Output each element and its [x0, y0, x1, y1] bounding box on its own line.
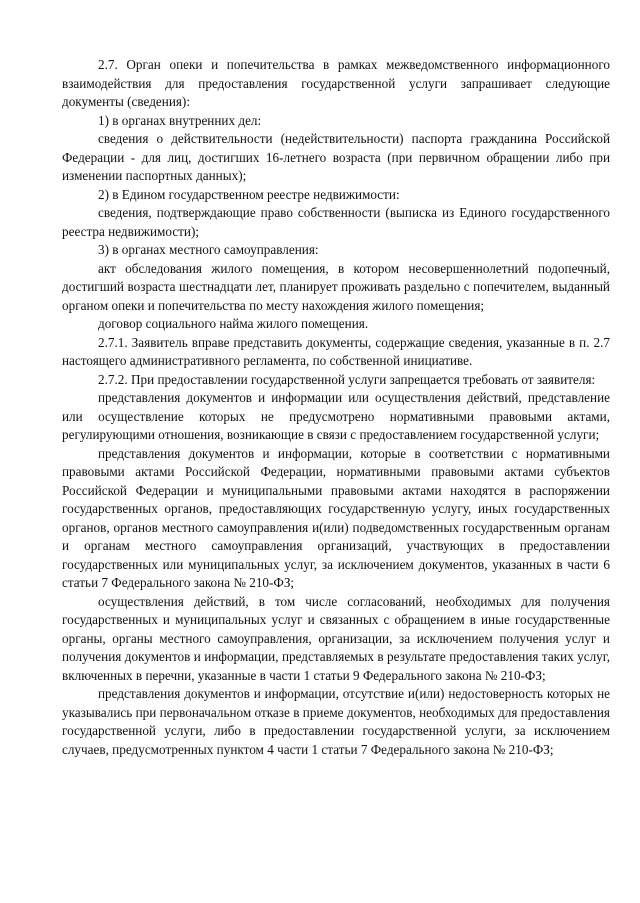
- paragraph-internal-affairs-heading: 1) в органах внутренних дел:: [98, 112, 262, 128]
- paragraph-prohibition-4: представления документов и информации, отсутствие и(или) недостоверность которых не указывались при первоначальном отказе в приеме документов, необходимых для предоставления государственной услуги, либо в предоставлении государственной услуги, за исключением случаев, предусмотренных пунктом 4 части 1 статьи 7 Федерального закона № 210-ФЗ;: [62, 686, 610, 757]
- paragraph-2-7-2: 2.7.2. При предоставлении государственной услуги запрещается требовать от заявителя:: [98, 371, 596, 387]
- paragraph-social-lease-contract: договор социального найма жилого помещения.: [98, 316, 369, 331]
- paragraph-prohibition-2: представления документов и информации, которые в соответствии с нормативными правовыми актами Российской Федерации, нормативными правовыми актами субъектов Российской Федерации и муниципальными правовыми актами находятся в распоряжении государственных органов, предоставляющих государственную услугу, иных государственных органов, органов местного самоуправления и(или) подведомственных государственным органам и органам местного самоуправления организаций, участвующих в предоставлении государственных или муниципальных услуг, за исключением документов, указанных в части 6 статьи 7 Федерального закона № 210-ФЗ;: [62, 445, 610, 590]
- paragraph-prohibition-3: осуществления действий, в том числе согласований, необходимых для получения государственных и муниципальных услуг и связанных с обращением в иные государственные органы, органы местного самоуправления, организации, за исключением получения услуг и получения документов и информации, представляемых в результате предоставления таких услуг, включенных в перечни, указанные в части 1 статьи 9 Федерального закона № 210-ФЗ;: [62, 593, 610, 683]
- paragraph-prohibition-1: представления документов и информации или осуществления действий, представление или осуществление которых не предусмотрено нормативными правовыми актами, регулирующими отношения, возникающие в связи с предоставлением государственной услуги;: [62, 390, 610, 442]
- paragraph-2-7-1: 2.7.1. Заявитель вправе представить документы, содержащие сведения, указанные в п. 2.7 настоящего административного регламента, по собственной инициативе.: [62, 334, 610, 368]
- paragraph-2-7: 2.7. Орган опеки и попечительства в рамках межведомственного информационного взаимодействия для предоставления государственной услуги запрашивает следующие документы (сведения):: [62, 57, 610, 109]
- paragraph-real-estate-registry-heading: 2) в Едином государственном реестре недвижимости:: [98, 186, 400, 202]
- paragraph-ownership-info: сведения, подтверждающие право собственности (выписка из Единого государственного реестра недвижимости);: [62, 205, 610, 239]
- paragraph-inspection-act: акт обследования жилого помещения, в котором несовершеннолетний подопечный, достигший возраста шестнадцати лет, планирует проживать раздельно с попечителем, выданный органом опеки и попечительства по месту нахождения жилого помещения;: [62, 260, 610, 313]
- paragraph-local-government-heading: 3) в органах местного самоуправления:: [98, 242, 319, 257]
- paragraph-passport-info: сведения о действительности (недействительности) паспорта гражданина Российской Федерации - для лиц, достигших 16-летнего возраста (при первичном обращении либо при изменении паспортных данных);: [62, 131, 610, 183]
